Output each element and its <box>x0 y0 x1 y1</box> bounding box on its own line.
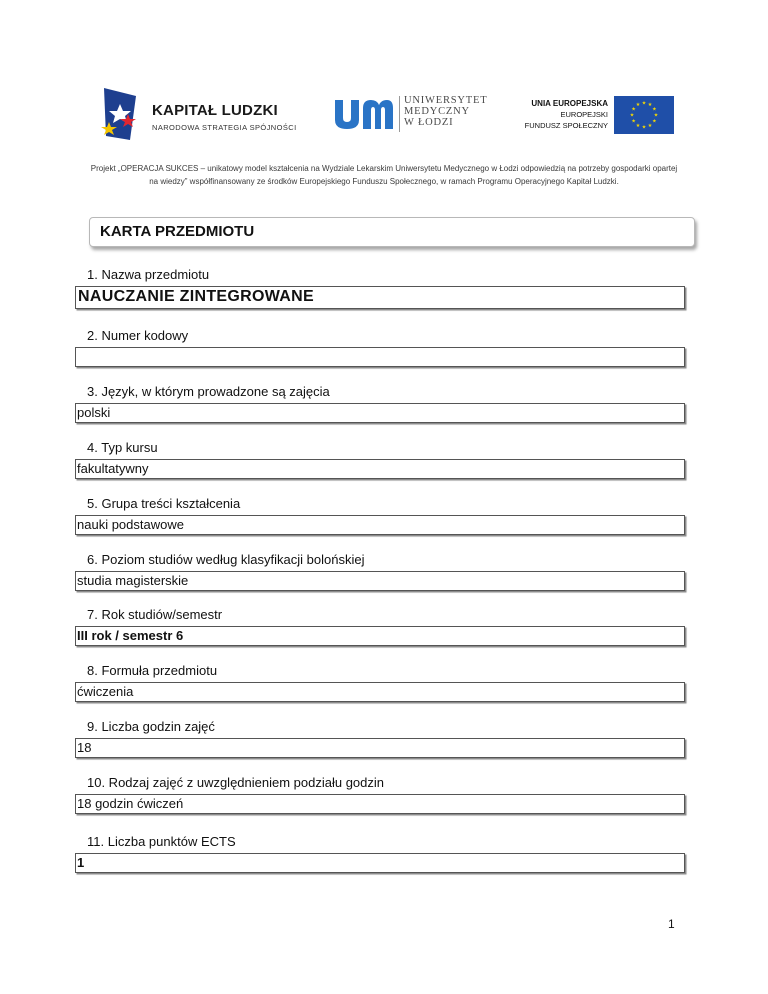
field-value-box <box>75 626 685 646</box>
field-value-box <box>75 286 685 309</box>
field-value-box <box>75 853 685 873</box>
university-name-line: MEDYCZNY <box>404 106 470 117</box>
field-value: III rok / semestr 6 <box>77 628 184 643</box>
field-label: 4. Typ kursu <box>87 440 158 455</box>
eu-logo <box>512 96 676 136</box>
eu-star-icon: ★ <box>652 118 657 125</box>
eu-star-icon: ★ <box>652 106 657 113</box>
logo-divider <box>399 96 400 132</box>
field-label: 9. Liczba godzin zajęć <box>87 719 215 734</box>
document-title-box <box>89 217 695 247</box>
field-value-box <box>75 571 685 591</box>
eu-text <box>525 98 608 131</box>
kapital-ludzki-emblem-icon <box>100 86 150 142</box>
eu-star-icon: ★ <box>647 102 653 109</box>
document-title: KARTA PRZEDMIOTU <box>100 223 255 240</box>
eu-star-icon: ★ <box>653 112 659 119</box>
field-value: ćwiczenia <box>77 684 134 699</box>
eu-star-icon: ★ <box>635 102 641 109</box>
field-value-box <box>75 682 685 702</box>
eu-star-icon: ★ <box>641 100 647 107</box>
field-value-box <box>75 459 685 479</box>
field-value-box <box>75 794 685 814</box>
eu-star-icon: ★ <box>641 124 647 131</box>
field-label: 2. Numer kodowy <box>87 328 189 343</box>
field-value: studia magisterskie <box>77 573 189 588</box>
field-label: 6. Poziom studiów według klasyfikacji bolońskiej <box>87 552 365 567</box>
field-label: 3. Język, w którym prowadzone są zajęcia <box>87 384 330 399</box>
field-value: 18 godzin ćwiczeń <box>77 796 184 811</box>
field-value-box <box>75 347 685 367</box>
university-name-line: W ŁODZI <box>404 117 454 128</box>
field-label: 8. Formuła przedmiotu <box>87 663 218 678</box>
university-name <box>404 95 487 128</box>
kapital-ludzki-title: KAPITAŁ LUDZKI <box>152 102 278 119</box>
eu-text-line: EUROPEJSKI <box>560 110 608 119</box>
kapital-ludzki-logo <box>100 86 310 142</box>
eu-star-icon: ★ <box>631 118 636 125</box>
page-number: 1 <box>668 917 675 931</box>
field-label: 11. Liczba punktów ECTS <box>87 834 236 849</box>
eu-star-icon: ★ <box>647 122 653 129</box>
field-label: 7. Rok studiów/semestr <box>87 607 223 622</box>
um-mark-icon <box>333 98 395 130</box>
field-value: NAUCZANIE ZINTEGROWANE <box>78 288 314 305</box>
field-value: 1 <box>77 855 85 870</box>
field-label: 10. Rodzaj zajęć z uwzględnieniem podziału godzin <box>87 775 385 790</box>
field-value: fakultatywny <box>77 461 149 476</box>
eu-star-icon: ★ <box>629 112 635 119</box>
field-label: 5. Grupa treści kształcenia <box>87 496 241 511</box>
field-value: polski <box>77 405 111 420</box>
field-value: nauki podstawowe <box>77 517 184 532</box>
eu-star-icon: ★ <box>631 106 636 113</box>
eu-text-line: UNIA EUROPEJSKA <box>531 99 608 108</box>
field-label: 1. Nazwa przedmiotu <box>87 267 210 282</box>
eu-text-line: FUNDUSZ SPOŁECZNY <box>524 121 608 130</box>
field-value-box <box>75 403 685 423</box>
field-value-box <box>75 515 685 535</box>
university-name-line: UNIWERSYTET <box>404 95 488 106</box>
kapital-ludzki-subtitle: NARODOWA STRATEGIA SPÓJNOŚCI <box>152 123 297 132</box>
project-description: Projekt „OPERACJA SUKCES – unikatowy model kształcenia na Wydziale Lekarskim Uniwersytetu Medycznego w Łodzi odpowiedzią na potrzeby gospodarki opartej na wiedzy” współfinansowany ze środków Europejskiego Funduszu Społecznego, w ramach Programu Operacyjnego Kapitał Ludzki. <box>90 164 678 186</box>
field-value-box <box>75 738 685 758</box>
university-logo <box>333 96 493 136</box>
eu-flag-icon <box>614 96 674 134</box>
field-value: 18 <box>77 740 92 755</box>
eu-star-icon: ★ <box>635 122 641 129</box>
